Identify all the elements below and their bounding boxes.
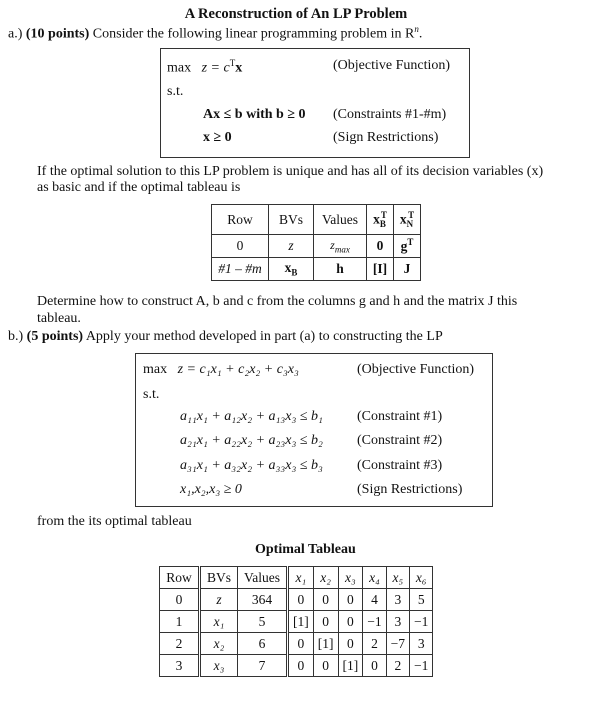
cell: x₁ [200,611,238,633]
header-cell-xb: $x_B^T$ [367,205,394,235]
cell: 0 [367,235,394,258]
para1-line2: as basic and if the optimal tableau is [37,180,241,195]
lp2-constraint-1: a₁₁x₁ + a₁₂x₂ + a₁₃x₃ ≤ b₁ [180,409,323,424]
header-cell: x₅ [386,567,409,589]
cell: 3 [410,633,433,655]
header-cell: BVs [269,205,314,235]
part-b-heading [8,329,443,345]
table-row [160,633,433,655]
cell: 1 [160,611,200,633]
page-title: A Reconstruction of An LP Problem [184,6,408,22]
lp2-objective-label: (Objective Function) [357,362,475,377]
part-a-text-end: . [418,26,423,42]
lp1-objective-label: (Objective Function) [333,58,451,73]
cell: 2 [160,633,200,655]
cell: 2 [386,655,409,677]
cell: 0 [338,633,363,655]
cell: 5 [410,589,433,611]
table-row [212,235,421,258]
cell: 3 [386,611,409,633]
cell: z [269,235,314,258]
lp2-constraint-3-label: (Constraint #3) [357,458,443,473]
lp1-objective [167,58,242,77]
cell: [1] [288,611,314,633]
cell: 0 [288,633,314,655]
cell: 0 [212,235,269,258]
cell: 0 [363,655,386,677]
general-tableau [211,204,421,281]
para1-line1: If the optimal solution to this LP problem is unique and has all of its decision variables (x) [37,164,544,179]
cell: x₂ [200,633,238,655]
lp2-sign: x₁,x₂,x₃ ≥ 0 [180,482,242,497]
header-cell: x₂ [313,567,338,589]
cell: 3 [386,589,409,611]
cell-xb: $x_B$ [269,258,314,281]
cell: 0 [313,655,338,677]
table-row [160,567,433,589]
cell: J [394,258,421,281]
lp1-constraints: Ax ≤ b with b ≥ 0 [203,107,306,122]
part-a-heading [8,24,422,43]
cell: 0 [160,589,200,611]
cell: #1 – #m [212,258,269,281]
part-a-label: a.) [8,26,23,42]
header-cell: x₄ [363,567,386,589]
part-b-label: b.) [8,329,24,344]
header-cell-xn: $x_N^T$ [394,205,421,235]
lp2-sign-label: (Sign Restrictions) [357,482,463,497]
header-cell: Values [238,567,288,589]
table-row [160,611,433,633]
cell: 0 [313,611,338,633]
part-a-points: (10 points) [25,26,90,42]
cell: 0 [313,589,338,611]
header-cell: x₃ [338,567,363,589]
cell: [1] [313,633,338,655]
lp2-constraint-2-label: (Constraint #2) [357,433,443,448]
cell: −7 [386,633,409,655]
cell: −1 [410,655,433,677]
cell-gt: $g^T$ [394,235,421,258]
header-cell: Row [160,567,200,589]
lp1-objective-expr: z = c [201,60,230,76]
header-cell: x₆ [410,567,433,589]
lp2-constraint-2: a₂₁x₁ + a₂₂x₂ + a₂₃x₃ ≤ b₂ [180,433,323,448]
cell: 364 [238,589,288,611]
cell: 0 [288,655,314,677]
para2-line1: Determine how to construct A, b and c from the columns g and h and the matrix J this [37,294,518,309]
part-b-text: Apply your method developed in part (a) to constructing the LP [85,329,443,344]
lp2-constraint-3: a₃₁x₁ + a₃₂x₂ + a₃₃x₃ ≤ b₃ [180,458,323,473]
lp1-objective-x: x [235,60,243,76]
cell: −1 [410,611,433,633]
lp1-max: max [167,60,192,76]
cell: 7 [238,655,288,677]
cell: 4 [363,589,386,611]
lp1-sign: x ≥ 0 [203,130,232,145]
lp1-objective-sup: T [229,58,236,68]
cell: 0 [338,611,363,633]
lp2-st: s.t. [143,387,160,402]
table-row [160,655,433,677]
lp1-st: s.t. [167,84,184,99]
lp2-constraint-1-label: (Constraint #1) [357,409,443,424]
cell: 2 [363,633,386,655]
cell: 0 [288,589,314,611]
table-row [212,258,421,281]
para2-line2: tableau. [37,311,81,326]
cell: h [314,258,367,281]
table-row [212,205,421,235]
header-cell: BVs [200,567,238,589]
cell: −1 [363,611,386,633]
cell: x₃ [200,655,238,677]
part-b-points: (5 points) [26,329,84,344]
header-cell: x₁ [288,567,314,589]
lp1-sign-label: (Sign Restrictions) [333,130,439,145]
table-row [160,589,433,611]
header-cell: Values [314,205,367,235]
lp2-objective [143,362,299,378]
part-a-text-sup: n [414,24,419,34]
cell: [I] [367,258,394,281]
cell: 5 [238,611,288,633]
lp2-max: max [143,362,168,377]
lp2-objective-expr: z = c₁x₁ + c₂x₂ + c₃x₃ [177,362,299,377]
header-cell: Row [212,205,269,235]
optimal-tableau-title: Optimal Tableau [255,542,356,557]
cell: 0 [338,589,363,611]
cell: z [200,589,238,611]
lp1-constraints-label: (Constraints #1-#m) [333,107,447,122]
part-a-text: Consider the following linear programming problem in R [92,26,415,42]
optimal-tableau [159,566,433,677]
cell-zmax: $z_{max}$ [314,235,367,258]
cell: 6 [238,633,288,655]
from-text: from the its optimal tableau [37,514,192,529]
cell: [1] [338,655,363,677]
cell: 3 [160,655,200,677]
